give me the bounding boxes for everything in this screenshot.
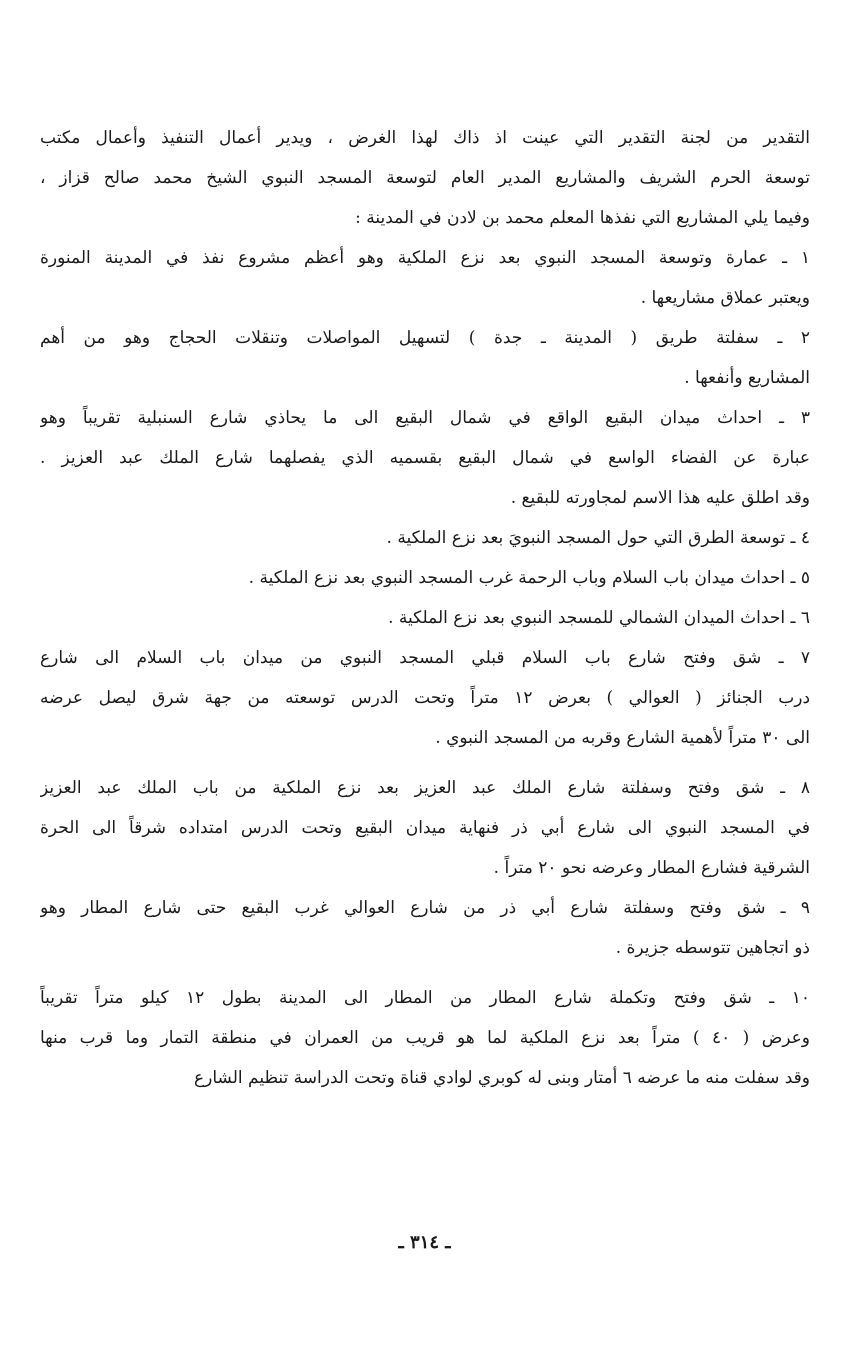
text-line: ٤ ـ توسعة الطرق التي حول المسجد النبويَ بعد نزع الملكية . bbox=[386, 528, 810, 548]
text-line: ١ ـ عمارة وتوسعة المسجد النبوي بعد نزع الملكية وهو أعظم مشروع نفذ في المدينة المنورة bbox=[40, 248, 810, 268]
text-line: درب الجنائز ( العوالي ) بعرض ١٢ متراً وتحت الدرس توسعته من جهة شرق ليصل عرضه bbox=[40, 688, 810, 708]
text-line: ٨ ـ شق وفتح وسفلتة شارع الملك عبد العزيز بعد نزع الملكية من باب الملك عبد العزيز bbox=[40, 778, 810, 798]
text-line: الشرقية فشارع المطار وعرضه نحو ٢٠ متراً . bbox=[493, 858, 810, 878]
paragraph bbox=[40, 118, 810, 238]
paragraph bbox=[40, 768, 810, 888]
text-line: وفيما يلي المشاريع التي نفذها المعلم محمد بن لادن في المدينة : bbox=[355, 208, 810, 228]
page-body bbox=[40, 118, 810, 1098]
text-line: ٧ ـ شق وفتح شارع باب السلام قبلي المسجد النبوي من ميدان باب السلام الى شارع bbox=[40, 648, 810, 668]
text-line: التقدير من لجنة التقدير التي عينت اذ ذاك لهذا الغرض ، ويدير أعمال التنفيذ وأعمال مكتب bbox=[40, 128, 810, 148]
text-line: وقد اطلق عليه هذا الاسم لمجاورته للبقيع . bbox=[510, 488, 810, 508]
page-number: ـ ٣١٤ ـ bbox=[398, 1232, 451, 1253]
text-line: ١٠ ـ شق وفتح وتكملة شارع المطار من المطار الى المدينة بطول ١٢ كيلو متراً تقريباً bbox=[40, 988, 810, 1008]
text-line: وقد سفلت منه ما عرضه ٦ أمتار وبنى له كوبري لوادي قناة وتحت الدراسة تنظيم الشارع bbox=[194, 1068, 810, 1088]
text-line: ٥ ـ احداث ميدان باب السلام وباب الرحمة غرب المسجد النبوي بعد نزع الملكية . bbox=[248, 568, 810, 588]
text-line: عبارة عن الفضاء الواسع في شمال البقيع بقسميه الذي يفصلهما شارع الملك عبد العزيز . bbox=[40, 448, 810, 468]
paragraph bbox=[40, 398, 810, 518]
text-line: ٣ ـ احداث ميدان البقيع الواقع في شمال البقيع الى ما يحاذي شارع السنبلية تقريباً وهو bbox=[40, 408, 810, 428]
text-line: ٦ ـ احداث الميدان الشمالي للمسجد النبوي بعد نزع الملكية . bbox=[388, 608, 810, 628]
paragraph bbox=[40, 558, 810, 598]
paragraph bbox=[40, 238, 810, 318]
paragraph bbox=[40, 638, 810, 758]
paragraph bbox=[40, 598, 810, 638]
text-line: المشاريع وأنفعها . bbox=[684, 368, 810, 388]
paragraph bbox=[40, 318, 810, 398]
text-line: ذو اتجاهين تتوسطه جزيرة . bbox=[615, 938, 810, 958]
paragraph bbox=[40, 888, 810, 968]
text-line: ويعتبر عملاق مشاريعها . bbox=[640, 288, 810, 308]
text-line: توسعة الحرم الشريف والمشاريع المدير العام لتوسعة المسجد النبوي الشيخ محمد صالح قزاز ، bbox=[40, 168, 810, 188]
text-line: ٢ ـ سفلتة طريق ( المدينة ـ جدة ) لتسهيل المواصلات وتنقلات الحجاج وهو من أهم bbox=[40, 328, 810, 348]
text-line: وعرض ( ٤٠ ) متراً بعد نزع الملكية لما هو قريب من العمران في منطقة التمار وما قرب منها bbox=[40, 1028, 810, 1048]
text-line: الى ٣٠ متراً لأهمية الشارع وقربه من المسجد النبوي . bbox=[435, 728, 810, 748]
text-line: في المسجد النبوي الى شارع أبي ذر فنهاية ميدان البقيع وتحت الدرس امتداده شرقاً الى الحرة bbox=[40, 818, 810, 838]
paragraph bbox=[40, 518, 810, 558]
paragraph bbox=[40, 978, 810, 1098]
text-line: ٩ ـ شق وفتح وسفلتة شارع أبي ذر من شارع العوالي غرب البقيع حتى شارع المطار وهو bbox=[40, 898, 810, 918]
